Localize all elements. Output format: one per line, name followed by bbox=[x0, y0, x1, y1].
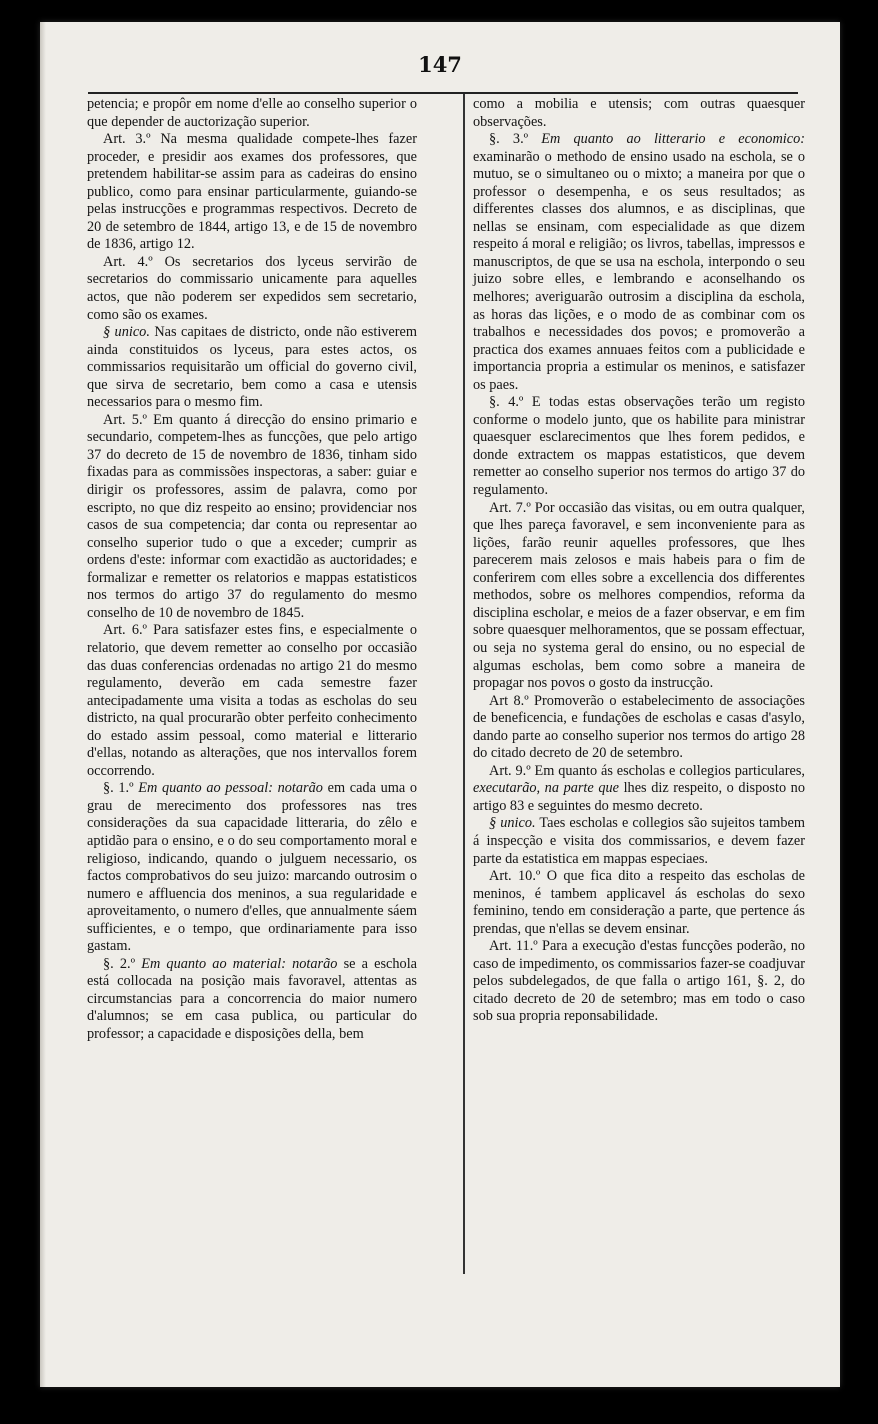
document-page bbox=[40, 22, 840, 1387]
paragraph-text: Art. 10.º O que fica dito a respeito das escholas de meninos, é tambem applicavel ás escholas do sexo feminino, tendo em consideração a parte, que pertence ás prendas, que n'ellas se devem ensinar. bbox=[473, 868, 805, 937]
article-10 bbox=[473, 868, 805, 938]
paragraph-text: Em quanto ás escholas e collegios particulares, bbox=[534, 762, 805, 779]
article-11 bbox=[473, 938, 805, 1026]
article-7 bbox=[473, 500, 805, 693]
section-italic: Em quanto ao material: notarão bbox=[141, 955, 338, 972]
left-column bbox=[87, 96, 417, 1044]
article-8 bbox=[473, 693, 805, 763]
section-label: Art. 9.º bbox=[489, 762, 531, 779]
paragraph bbox=[473, 96, 805, 131]
page-edge bbox=[40, 22, 46, 1387]
section-label: §. 1.º bbox=[103, 780, 134, 797]
header-rule bbox=[88, 92, 798, 94]
section-label: § unico. bbox=[489, 815, 536, 832]
right-column bbox=[473, 96, 805, 1026]
paragraph-text: lhes diz respeito, o disposto no artigo 83 e seguintes do mesmo decreto. bbox=[473, 780, 805, 814]
paragraph-text: em cada uma o grau de merecimento dos professores nas tres considerações da sua capacidade litteraria, do zêlo e aptidão para o ensino, e o do seu comportamento moral e religioso, indicando, quando o julguem necessario, os factos comprobativos do seu juizo: marcando outrosim o numero e affluencia dos meninos, a sua regularidade e aproveitamento, o numero d'elles, que annualmente sáem sufficientes, e o tempo, que ordinariamente para isso gastam. bbox=[87, 780, 418, 955]
paragraph-text: Art. 3.º Na mesma qualidade compete-lhes fazer proceder, e presidir aos exames dos professores, que pretendem habilitar-se assim para as cadeiras do ensino publico, como para ensinar particularmente, guiando-se pelas instrucções e programmas respectivos. Decreto de 20 de setembro de 1844, artigo 13, e de 15 de novembro de 1836, artigo 12. bbox=[87, 131, 417, 253]
paragraph-text: §. 4.º E todas estas observações terão um registo conforme o modelo junto, que os habilite para ministrar quaesquer esclarecimentos que lhes forem pedidos, e donde extractem os mappas estatisticos, que devem remetter ao conselho superior nos termos do artigo 37 do regulamento. bbox=[473, 394, 805, 499]
paragraph-text: Art. 11.º Para a execução d'estas funcções poderão, no caso de impedimento, os commissarios fazer-se coadjuvar pelos subdelegados, de que falla o artigo 161, §. 2, do citado decreto de 20 de setembro; mas em todo o caso sob sua propria reponsabilidade. bbox=[473, 938, 806, 1025]
paragraph-text: Art. 5.º Em quanto á direcção do ensino primario e secundario, competem-lhes as funcções, que pelo artigo 37 do decreto de 15 de novembro de 1836, tinham sido fixadas para as commissões inspectoras, a saber: guiar e dirigir os professores, assim de palavra, como por escripto, no que diz respeito ao ensino; providenciar nos casos de sua competencia; dar conta ou representar ao conselho superior tudo o que a exceder; cumprir as ordens d'este: informar com exactidão as auctoridades; e formalizar e remetter os relatorios e mappas estatisticos nos termos do artigo 37 do regulamento do mesmo conselho de 10 de novembro de 1845. bbox=[87, 411, 417, 621]
paragraph-text: examinarão o methodo de ensino usado na eschola, se o mutuo, se o simultaneo ou o mixto; a maneira por que o professor o desempenha, e os seus resultados; as differentes classes dos alumnos, e as disciplinas, que nellas se ensinam, com especialidade as que dizem respeito á moral e religião; os livros, tabellas, impressos e manuscriptos, de que se usa na eschola, interpondo o seu juizo sobre elles, e lembrando e aconselhando os melhores; averiguarão outrosim a disciplina da eschola, as horas das lições, e o modo de as combinar com os trabalhos e necessidades dos povos; e promoverão a practica dos exames annuaes feitos com a publicidade e importancia propria a estimular os meninos, e satisfazer os paes. bbox=[473, 148, 805, 393]
article-3 bbox=[87, 131, 417, 254]
section-unico-2 bbox=[473, 815, 805, 868]
article-9 bbox=[473, 763, 805, 816]
section-unico bbox=[87, 324, 417, 412]
section-label: §. 2.º bbox=[103, 955, 136, 972]
section-3 bbox=[473, 131, 805, 394]
paragraph-text: Nas capitaes de districto, onde não estiverem ainda constituidos os lyceus, para estes actos, os commissarios requisitarão um official do governo civil, que sirva de secretario, bem como a casa e utensis necessarios para o mesmo fim. bbox=[87, 324, 418, 411]
section-italic: executarão, na parte que bbox=[473, 780, 619, 797]
paragraph-text: petencia; e propôr em nome d'elle ao conselho superior o que depender de auctorização superior. bbox=[87, 96, 417, 130]
column-divider bbox=[463, 94, 465, 1274]
section-italic: Em quanto ao pessoal: notarão bbox=[138, 780, 323, 797]
paragraph-text: Art. 4.º Os secretarios dos lyceus servirão de secretarios do commissario unicamente para aquelles actos, que não poderem ser expedidos sem secretario, como são os exames. bbox=[87, 253, 417, 323]
section-1 bbox=[87, 780, 417, 955]
paragraph-text: Art. 6.º Para satisfazer estes fins, e especialmente o relatorio, que devem remetter ao conselho por occasião das duas conferencias ordenadas no artigo 21 do mesmo regulamento, deverão em cada semestre fazer antecipadamente uma visita a todas as escholas do seu districto, na qual procurarão obter perfeito conhecimento do estado assim pessoal, como material e litterario d'ellas, notando as alterações, que nos intervallos forem occorrendo. bbox=[87, 622, 417, 779]
article-6 bbox=[87, 622, 417, 780]
section-4 bbox=[473, 394, 805, 499]
paragraph-text: como a mobilia e utensis; com outras quaesquer observações. bbox=[473, 96, 805, 130]
section-label: §. 3.º bbox=[489, 131, 529, 148]
page-number: 147 bbox=[418, 52, 462, 77]
paragraph-text: se a eschola está collocada na posição mais favoravel, attentas as circumstancias para a concorrencia do maior numero d'alumnos; se em casa publica, ou particular do professor; a capacidade e disposições della, bem bbox=[87, 955, 418, 1042]
paragraph-text: Art. 7.º Por occasião das visitas, ou em outra qualquer, que lhes pareça favoravel, e sem inconveniente para as lições, farão reunir aquelles professores, que lhes parecerem mais zelosos e mais habeis para o fim de conferirem com elles sobre a excellencia dos differentes methodos, sobre os melhores compendios, reforma da disciplina escholar, e meios de a fazer observar, e em fim sobre quaesquer melhoramentos, que se possam effectuar, ou seja no systema geral do ensino, ou no especial de algumas escholas, bem como sobre a maneira de propagar nos povos o gosto da instrucção. bbox=[473, 499, 805, 692]
article-4 bbox=[87, 254, 417, 324]
section-2 bbox=[87, 956, 417, 1044]
paragraph-text: Art 8.º Promoverão o estabelecimento de associações de beneficencia, e fundações de escholas e casas d'asylo, dando parte ao conselho superior nos termos do artigo 28 do citado decreto de 20 de setembro. bbox=[473, 692, 805, 762]
paragraph-text: Taes escholas e collegios são sujeitos tambem á inspecção e visita dos commissarios, e devem fazer parte da estatistica em mappas especiaes. bbox=[473, 815, 805, 867]
article-5 bbox=[87, 412, 417, 623]
section-label: § unico. bbox=[103, 324, 150, 341]
paragraph bbox=[87, 96, 417, 131]
section-italic: Em quanto ao litterario e economico: bbox=[541, 131, 806, 148]
